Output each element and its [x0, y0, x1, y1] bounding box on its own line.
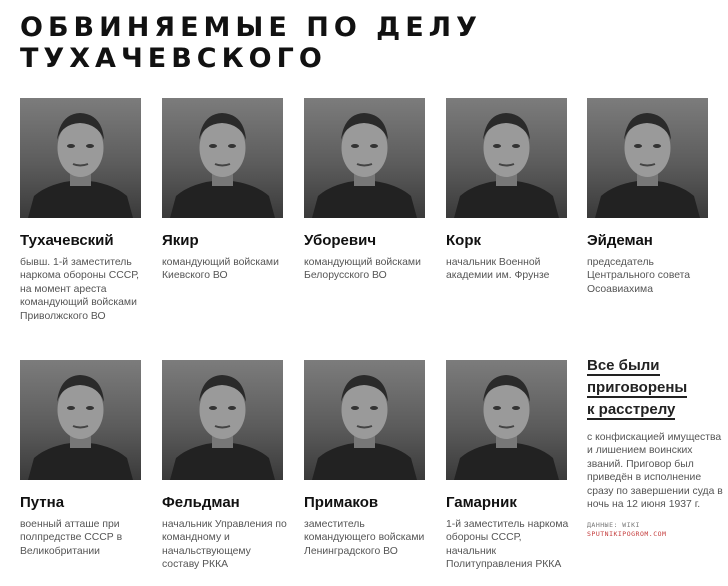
person-card	[162, 98, 290, 283]
person-role: начальник Управления по командному и начальствующему составу РККА	[162, 519, 287, 571]
portrait-photo	[446, 360, 567, 480]
verdict-headline-line: Все были	[587, 357, 660, 374]
person-role: начальник Военной академии им. Фрунзе	[446, 257, 550, 282]
portrait-photo	[20, 98, 141, 218]
credit-label: ДАННЫЕ: WIKI	[587, 521, 640, 530]
person-card	[20, 360, 148, 558]
credit-site: SPUTNIKIPOGROM.COM	[587, 530, 667, 539]
person-name: Тухачевский	[20, 232, 114, 249]
verdict-text: с конфискацией имущества и лишением воинских званий. Приговор был приведён в исполнение сразу по завершении суда в ночь на 12 июня 1937 г.	[587, 432, 723, 511]
person-card	[446, 98, 574, 283]
person-name: Эйдеман	[587, 232, 653, 249]
person-card	[304, 98, 432, 283]
portrait-photo	[587, 98, 708, 218]
portrait-photo	[162, 360, 283, 480]
person-name: Гамарник	[446, 494, 517, 511]
person-name: Уборевич	[304, 232, 377, 249]
verdict-summary	[587, 355, 725, 539]
verdict-headline-line: приговорены	[587, 379, 688, 396]
person-role: бывш. 1-й заместитель наркома обороны СССР, на момент ареста командующий войсками Приволжского ВО	[20, 257, 140, 322]
person-role: 1-й заместитель наркома обороны СССР, начальник Политуправления РККА	[446, 519, 569, 571]
page-title	[20, 12, 482, 74]
portrait-photo	[304, 98, 425, 218]
portrait-photo	[446, 98, 567, 218]
person-card	[20, 98, 148, 323]
person-name: Фельдман	[162, 494, 240, 511]
person-role: командующий войсками Киевского ВО	[162, 257, 279, 282]
title-line: ТУХАЧЕВСКОГО	[20, 43, 327, 74]
verdict-headline	[587, 355, 725, 421]
person-name: Примаков	[304, 494, 379, 511]
person-name: Путна	[20, 494, 65, 511]
source-credit	[587, 521, 725, 539]
person-role: военный атташе при полпредстве СССР в Великобритании	[20, 519, 123, 557]
person-card	[587, 98, 715, 296]
person-name: Якир	[162, 232, 199, 249]
person-card	[162, 360, 290, 572]
person-card	[304, 360, 432, 558]
person-role: заместитель командующего войсками Ленинградского ВО	[304, 519, 425, 557]
person-card	[446, 360, 574, 572]
portrait-photo	[20, 360, 141, 480]
person-role: командующий войсками Белорусского ВО	[304, 257, 421, 282]
portrait-photo	[304, 360, 425, 480]
person-name: Корк	[446, 232, 481, 249]
verdict-headline-line: к расстрелу	[587, 401, 676, 418]
title-line: ОБВИНЯЕМЫЕ ПО ДЕЛУ	[20, 12, 482, 43]
portrait-photo	[162, 98, 283, 218]
person-role: председатель Центрального совета Осоавиахима	[587, 257, 691, 295]
